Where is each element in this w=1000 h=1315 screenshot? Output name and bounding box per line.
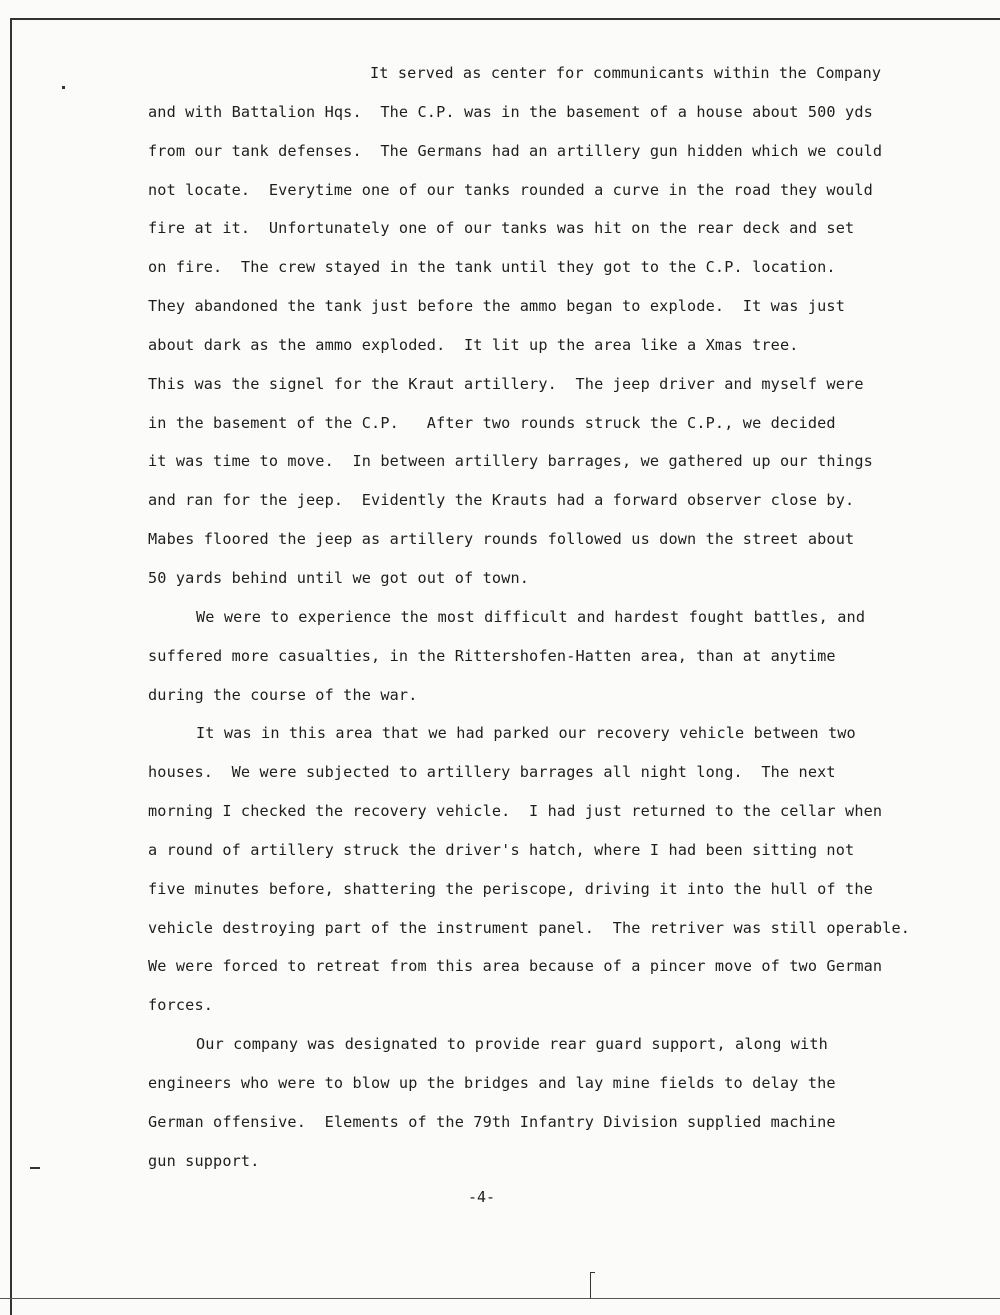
- text-line: It was in this area that we had parked our recovery vehicle between two: [196, 724, 856, 743]
- text-line: German offensive. Elements of the 79th Infantry Division supplied machine: [148, 1112, 836, 1131]
- text-line: fire at it. Unfortunately one of our tanks was hit on the rear deck and set: [148, 219, 855, 238]
- text-line: vehicle destroying part of the instrument panel. The retriver was still operable.: [148, 918, 911, 937]
- text-line: and ran for the jeep. Evidently the Krauts had a forward observer close by.: [148, 491, 855, 510]
- text-line: morning I checked the recovery vehicle. I had just returned to the cellar when: [148, 802, 883, 821]
- text-line: during the course of the war.: [148, 685, 418, 704]
- fold-mark-cap: [590, 1272, 595, 1273]
- text-line: We were to experience the most difficult and hardest fought battles, and: [196, 607, 866, 626]
- text-line: from our tank defenses. The Germans had an artillery gun hidden which we could: [148, 141, 883, 160]
- typed-text-body: [148, 60, 948, 1186]
- text-line: it was time to move. In between artillery barrages, we gathered up our things: [148, 452, 873, 471]
- text-line: five minutes before, shattering the periscope, driving it into the hull of the: [148, 879, 873, 898]
- text-line: engineers who were to blow up the bridges and lay mine fields to delay the: [148, 1073, 836, 1092]
- text-line: suffered more casualties, in the Rittershofen-Hatten area, than at anytime: [148, 646, 836, 665]
- page-edge-bottom: [0, 1298, 1000, 1299]
- stray-mark: [62, 86, 65, 89]
- page-number: -4-: [468, 1188, 496, 1206]
- text-line: about dark as the ammo exploded. It lit up the area like a Xmas tree.: [148, 335, 799, 354]
- fold-mark: [590, 1272, 591, 1298]
- page-edge-left: [10, 18, 12, 1315]
- page-edge-top: [12, 18, 1000, 20]
- text-line: and with Battalion Hqs. The C.P. was in the basement of a house about 500 yds: [148, 102, 873, 121]
- text-line: on fire. The crew stayed in the tank until they got to the C.P. location.: [148, 258, 836, 277]
- text-line: houses. We were subjected to artillery barrages all night long. The next: [148, 763, 836, 782]
- text-line: 50 yards behind until we got out of town.: [148, 568, 530, 587]
- text-line: We were forced to retreat from this area because of a pincer move of two German: [148, 957, 883, 976]
- margin-tick-mark: [30, 1167, 40, 1169]
- text-line: They abandoned the tank just before the ammo began to explode. It was just: [148, 297, 846, 316]
- text-line: a round of artillery struck the driver's hatch, where I had been sitting not: [148, 840, 855, 859]
- text-line: gun support.: [148, 1151, 260, 1170]
- text-line: Our company was designated to provide rear guard support, along with: [196, 1035, 828, 1054]
- text-line: in the basement of the C.P. After two rounds struck the C.P., we decided: [148, 413, 836, 432]
- text-line: forces.: [148, 996, 214, 1015]
- text-line: not locate. Everytime one of our tanks rounded a curve in the road they would: [148, 180, 873, 199]
- text-line: It served as center for communicants within the Company: [370, 64, 882, 82]
- text-line: This was the signel for the Kraut artillery. The jeep driver and myself were: [148, 374, 864, 393]
- text-line: Mabes floored the jeep as artillery rounds followed us down the street about: [148, 530, 855, 549]
